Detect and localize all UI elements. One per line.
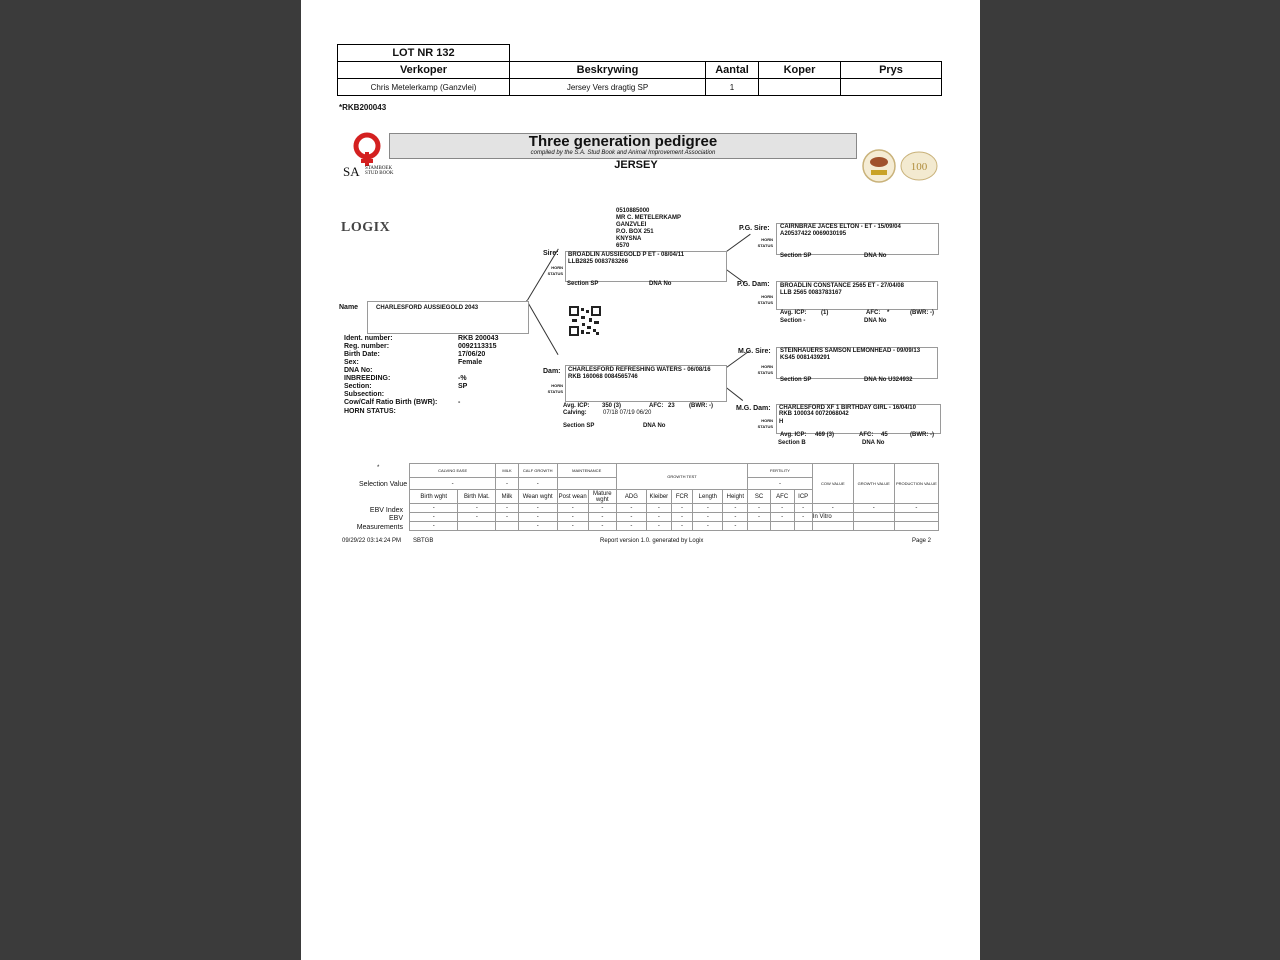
mg-dam-reg: RKB 100034 0072068042 <box>779 411 849 417</box>
detail-label: Ident. number: <box>344 335 393 342</box>
group-fertility: FERTILITY <box>748 464 813 478</box>
dam-horn-label: HORN STATUS <box>547 383 563 394</box>
owner-line: P.O. BOX 251 <box>616 229 654 235</box>
mg-dam-section: Section B <box>778 440 806 446</box>
subject-details <box>344 335 504 416</box>
col-post-wean: Post wean <box>557 490 588 504</box>
group-milk: MILK <box>496 464 519 478</box>
pg-dam-name: BROADLIN CONSTANCE 2565 ET - 27/04/08 <box>780 283 904 289</box>
group-calving-ease: CALVING EASE <box>410 464 496 478</box>
header-aantal: Aantal <box>706 62 759 79</box>
svg-text:100: 100 <box>910 161 928 173</box>
lot-title: LOT NR 132 <box>338 45 510 62</box>
col-afc: AFC <box>770 490 794 504</box>
selection-value-label: Selection Value <box>359 481 408 488</box>
lot-table <box>337 44 942 96</box>
detail-label: Birth Date: <box>344 351 380 358</box>
mg-dam-horn-label: HORN STATUS <box>757 418 773 429</box>
name-label: Name <box>339 304 359 311</box>
sire-label: Sire: <box>543 250 559 257</box>
qr-code <box>569 306 601 336</box>
mg-dam-name: CHARLESFORD XF 1 BIRTHDAY GIRL - 16/04/10 <box>779 405 916 411</box>
mg-sire-dna: DNA No U324932 <box>864 377 913 383</box>
cell-prys <box>841 79 942 96</box>
pg-sire-box <box>776 223 939 255</box>
mg-dam-afc-label: AFC: <box>859 432 874 438</box>
mg-dam-bwr: (BWR: -) <box>910 432 934 438</box>
col-wean-wght: Wean wght <box>518 490 557 504</box>
breed-title: JERSEY <box>614 159 658 171</box>
jersey-centenary-logo <box>861 148 939 184</box>
owner-line: GANZVLEI <box>616 222 647 228</box>
col-fcr: FCR <box>671 490 693 504</box>
in-vitro-cell: In Vitro <box>812 513 853 522</box>
col-icp: ICP <box>794 490 812 504</box>
ebv-row: - - - - - - - - - - - - - - In Vitro <box>410 513 939 522</box>
pg-dam-box <box>776 281 938 310</box>
mg-sire-horn-label: HORN STATUS <box>757 364 773 375</box>
dam-calving-label: Calving: <box>563 410 587 416</box>
pg-dam-afc-label: AFC: <box>866 310 881 316</box>
selection-cell <box>557 478 616 490</box>
ebv-table <box>409 463 939 531</box>
dam-dna: DNA No <box>643 423 666 429</box>
col-adg: ADG <box>616 490 646 504</box>
dam-box <box>565 365 727 402</box>
detail-label: Cow/Calf Ratio Birth (BWR): <box>344 399 438 406</box>
detail-value: RKB 200043 <box>458 335 499 342</box>
owner-line: KNYSNA <box>616 236 642 242</box>
detail-value: - <box>458 399 461 406</box>
mg-dam-icp-label: Avg. ICP: <box>780 432 807 438</box>
col-kleiber: Kleiber <box>646 490 671 504</box>
dam-label: Dam: <box>543 368 561 375</box>
ebv-index-label: EBV Index <box>369 507 403 514</box>
pedigree-title: Three generation pedigree <box>528 133 718 150</box>
cell-verkoper: Chris Metelerkamp (Ganzvlei) <box>338 79 510 96</box>
owner-line: MR C. METELERKAMP <box>616 215 681 221</box>
owner-line: 0510885000 <box>616 208 650 214</box>
detail-value: 17/06/20 <box>458 351 486 358</box>
col-mature-wght: Mature wght <box>588 490 616 504</box>
pg-dam-icp-label: Avg. ICP: <box>780 310 807 316</box>
pg-sire-dna: DNA No <box>864 253 887 259</box>
selection-cell: - <box>410 478 496 490</box>
detail-label: Section: <box>344 383 372 390</box>
mg-dam-dna: DNA No <box>862 440 885 446</box>
pg-dam-afc: * <box>887 310 890 316</box>
col-birth-wght: Birth wght <box>410 490 458 504</box>
sire-section: Section SP <box>567 281 599 287</box>
logo-sub2: STUD BOOK <box>365 171 394 176</box>
cell-aantal: 1 <box>706 79 759 96</box>
group-production-value: PRODUCTION VALUE <box>894 464 938 504</box>
connector-line <box>725 234 751 253</box>
detail-value: 0092113315 <box>458 343 497 350</box>
measurements-row: - - - - - - - - - <box>410 522 939 531</box>
detail-value: SP <box>458 383 468 390</box>
footer-code: SBTGB <box>413 538 434 544</box>
sire-horn-label: HORN STATUS <box>547 265 563 276</box>
mg-dam-label: M.G. Dam: <box>736 405 771 412</box>
owner-line: 6570 <box>616 243 630 249</box>
col-birth-mat: Birth Mat. <box>458 490 496 504</box>
animal-name: CHARLESFORD AUSSIEGOLD 2043 <box>376 305 479 311</box>
owner-address <box>616 208 681 250</box>
pg-dam-icp: (1) <box>821 310 829 316</box>
pg-sire-name: CAIRNBRAE JACES ELTON - ET - 15/09/04 <box>780 224 901 230</box>
selection-cell: - <box>496 478 519 490</box>
mg-sire-reg: KS45 0081439291 <box>780 355 831 361</box>
group-cow-value: COW VALUE <box>812 464 853 504</box>
group-growth-value: GROWTH VALUE <box>853 464 894 504</box>
ebv-corner: * <box>377 465 380 471</box>
sire-box <box>565 251 727 282</box>
selection-cell: - <box>748 478 813 490</box>
sire-reg: LLB2825 0083783266 <box>568 259 629 265</box>
dam-afc: 23 <box>668 403 675 409</box>
document-page <box>301 0 980 960</box>
mg-sire-section: Section SP <box>780 377 812 383</box>
col-milk: Milk <box>496 490 519 504</box>
mg-sire-box <box>776 347 938 379</box>
pg-sire-section: Section SP <box>780 253 812 259</box>
dam-calving: 07/18 07/19 06/20 <box>603 410 652 416</box>
pg-dam-dna: DNA No <box>864 318 887 324</box>
pg-dam-horn-label: HORN STATUS <box>757 294 773 305</box>
dam-icp-label: Avg. ICP: <box>563 403 590 409</box>
detail-value: Female <box>458 359 483 366</box>
group-maintenance: MAINTENANCE <box>557 464 616 478</box>
pg-dam-label: P.G. Dam: <box>737 281 770 288</box>
pg-dam-bwr: (BWR: -) <box>910 310 934 316</box>
footer-timestamp: 09/29/22 03:14:24 PM <box>342 538 402 544</box>
mg-dam-icp: 469 (3) <box>815 432 835 438</box>
header-beskrywing: Beskrywing <box>510 62 706 79</box>
header-prys: Prys <box>841 62 942 79</box>
detail-label: HORN STATUS: <box>344 408 396 415</box>
logo-sub1: STAMBOEK <box>365 166 393 171</box>
detail-value: -% <box>458 375 467 382</box>
dam-reg: RKB 160068 0084565746 <box>568 374 638 380</box>
pg-sire-horn-label: HORN STATUS <box>757 237 773 248</box>
mg-dam-box <box>776 404 941 434</box>
col-length: Length <box>693 490 723 504</box>
detail-label: INBREEDING: <box>344 375 391 382</box>
header-verkoper: Verkoper <box>338 62 510 79</box>
dam-afc-label: AFC: <box>649 403 664 409</box>
dam-section: Section SP <box>563 423 595 429</box>
col-sc: SC <box>748 490 771 504</box>
sire-dna: DNA No <box>649 281 672 287</box>
group-calf-growth: CALF GROWTH <box>518 464 557 478</box>
detail-label: DNA No: <box>344 367 373 374</box>
connector-line <box>526 300 558 355</box>
detail-label: Subsection: <box>344 391 385 398</box>
sire-name: BROADLIN AUSSIEGOLD P ET - 08/04/11 <box>568 252 685 258</box>
ebv-index-row: - - - - - - - - - - - - - - - - - <box>410 504 939 513</box>
mg-dam-horn: H <box>779 419 784 425</box>
group-growth-test: GROWTH TEST <box>616 464 747 490</box>
mg-sire-label: M.G. Sire: <box>738 348 771 355</box>
cell-beskrywing: Jersey Vers dragtig SP <box>510 79 706 96</box>
footer-page: Page 2 <box>912 538 932 544</box>
dam-name: CHARLESFORD REFRESHING WATERS - 06/08/16 <box>568 367 711 373</box>
header-koper: Koper <box>759 62 841 79</box>
pg-dam-reg: LLB 2565 0083783167 <box>780 290 842 296</box>
logo-text: SA <box>343 164 360 179</box>
pg-dam-section: Section - <box>780 318 806 324</box>
col-height: Height <box>723 490 748 504</box>
connector-line <box>724 386 743 401</box>
footer-report: Report version 1.0. generated by Logix <box>600 538 704 544</box>
logix-logo: LOGIX <box>341 220 391 235</box>
ident-tag: *RKB200043 <box>339 103 387 112</box>
dam-bwr: (BWR: -) <box>689 403 713 409</box>
cell-koper <box>759 79 841 96</box>
pedigree-subtitle: compiled by the S.A. Stud Book and Animal Improvement Association <box>530 150 716 156</box>
ebv-label: EBV <box>388 515 403 522</box>
selection-cell: - <box>518 478 557 490</box>
detail-label: Reg. number: <box>344 343 390 350</box>
dam-icp: 350 (3) <box>602 403 622 409</box>
pg-sire-reg: A20537422 0069030195 <box>780 231 847 237</box>
subject-box <box>367 301 529 334</box>
mg-sire-name: STEINHAUERS SAMSON LEMONHEAD - 09/09/13 <box>780 348 921 354</box>
detail-label: Sex: <box>344 359 359 366</box>
pg-sire-label: P.G. Sire: <box>739 225 770 232</box>
mg-dam-afc: 45 <box>881 432 888 438</box>
pedigree-banner <box>389 133 857 159</box>
measurements-label: Measurements <box>356 524 403 531</box>
